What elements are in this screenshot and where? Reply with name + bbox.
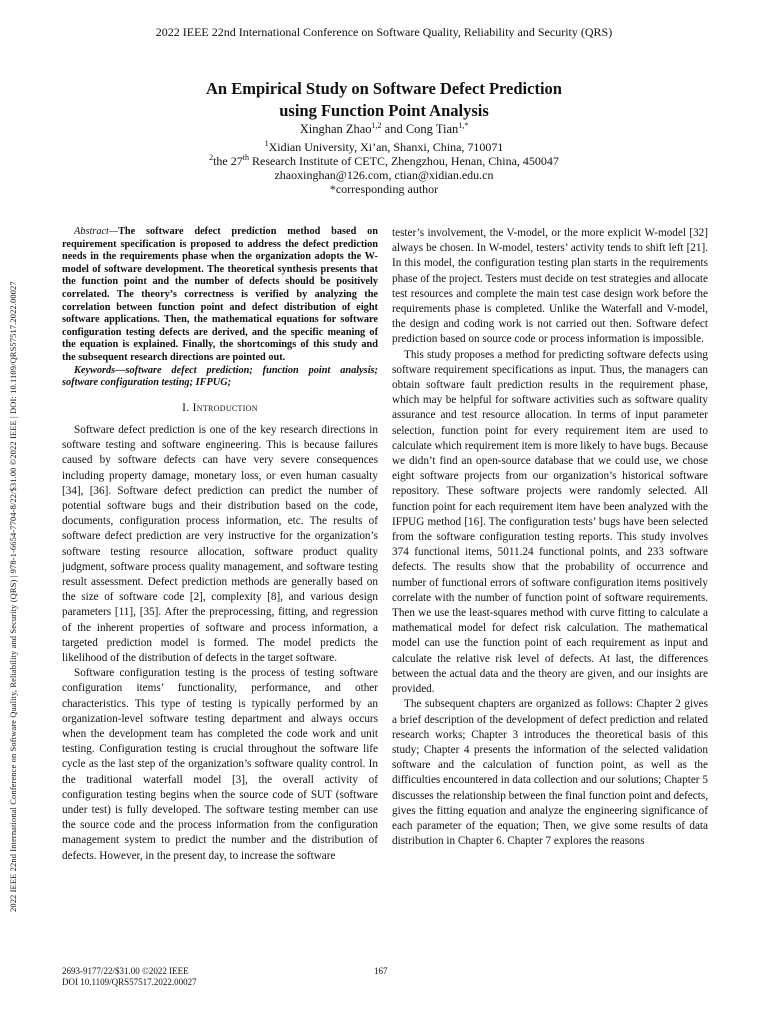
abstract <box>62 226 378 365</box>
section-number: I. <box>182 401 190 414</box>
paragraph: Software defect prediction is one of the key research directions in software testing and software engineering. This is because failures caused by software defects can have very severe consequences including property damage, monetary loss, or even human casualty [34], [36]. Software defect prediction can predict the number of potential software bugs and their distribution based on the code, documents, configuration process information, etc. The results of software defect prediction are very instructive for the organization’s software testing resource allocation, software product quality judgment, software process quality management, and software testing result assessment. Defect prediction methods are generally based on the size of software code [2], complexity [8], and various design parameters [11], [35]. After the preprocessing, fitting, and regression of the inherent properties of software and process information, a targeted prediction model is formed. The model predicts the likelihood of the distribution of defects in the target software. <box>62 423 378 664</box>
keywords <box>62 365 378 390</box>
title-line-2: using Function Point Analysis <box>279 101 489 120</box>
section-title: Introduction <box>192 401 258 414</box>
footer-issn: 2693-9177/22/$31.00 ©2022 IEEE <box>62 966 189 976</box>
right-column <box>392 226 708 849</box>
affiliations <box>100 140 668 196</box>
paragraph: The subsequent chapters are organized as follows: Chapter 2 gives a brief description of the development of defect prediction and related research works; Chapter 3 introduces the theoretical basis of this study; Chapter 4 presents the information of the selected validation software and the calculation of function point, as well as the difficulties encountered in data collection and our solutions; Chapter 5 discusses the relationship between the final function point and defects, gives the fitting equation and analyze the engineering significance of each parameter of the equation; Then, we give some results of data distribution in Chapter 6. Chapter 7 explores the reasons <box>392 698 708 848</box>
author-2-affil: 1,* <box>458 120 469 130</box>
affiliation-2 <box>100 154 668 168</box>
paper-title <box>100 78 668 122</box>
abstract-text: The software defect prediction method based on requirement specification is proposed to address the defect prediction needs in the requirements phase when the organization adopts the W-model of software development. The theoretical synthesis presents that the function point and the number of defects should be positively correlated. The theory’s correctness is verified by analyzing the correlation between function point and defect distribution of eight software applications. Then, the mathematical equations for software configuration testing defects are derived, and the specific meaning of the equation is explained. Finally, the shortcomings of this study and the subsequent research directions are pointed out. <box>62 226 378 363</box>
affiliation-2-text: Research Institute of CETC, Zhengzhou, Henan, China, 450047 <box>248 154 559 168</box>
affiliation-1-text: Xidian University, Xi’an, Shanxi, China, 710071 <box>268 140 504 154</box>
paragraph: Software configuration testing is the process of testing software configuration items’ functionality, performance, and other characteristics. This type of testing is typically performed by an organization-level software testing department and always occurs when the development team has completed the code work and unit testing. Configuration testing is crucial throughout the software life cycle as the last step of the organization’s software quality control. In the traditional waterfall model [3], the overall activity of configuration testing begins when the source code of SUT (software under test) is fully developed. The software testing member can use the source code and the process information from the configuration management system to predict the number and the distribution of defects. However, in the present day, to increase the software <box>62 667 378 862</box>
left-column <box>62 226 378 864</box>
section-heading-introduction <box>62 401 378 416</box>
author-line <box>100 121 668 137</box>
abstract-lead: Abstract— <box>74 226 119 237</box>
footer-copyright <box>62 966 197 988</box>
paragraph: This study proposes a method for predicting software defects using software requirement specifications as input. Thus, the managers can obtain software fault prediction results in the requirement phase, which may be helpful for software activities such as software quality assurance and test resource allocation. In terms of input parameter selection, function point for every requirement item are used to calculate which requirement item is more likely to have bugs. Because we didn’t find an open-source database that we could use, we chose eight software projects from our organization’s historical software repository. These software projects were randomly selected. All function point for each requirement item have been analyzed with the IFPUG method [16]. The configuration tests’ bugs have been selected from the software configuration testing reports. This study involves 374 functional items, 5011.24 functional points, and 233 software defects. The results show that the probability of occurrence and number of functional errors of software configuration items positively correlate with the number of function point of software requirements. Then we use the least-squares method with curve fitting to calculate a mathematical model for defect risk calculation. The mathematical model can use the function point of each requirement as input and calculate the relative risk level of defects. At last, the differences between the actual data and the theory are given, and our insights are provided. <box>392 348 708 696</box>
affiliation-2-mark: 2 <box>209 153 214 162</box>
author-1: Xinghan Zhao <box>299 122 372 136</box>
affiliation-2-ordinal: th <box>242 153 249 162</box>
page-number: 167 <box>374 966 388 976</box>
author-emails: zhaoxinghan@126.com, ctian@xidian.edu.cn <box>274 168 494 182</box>
keywords-text: software defect prediction; function point analysis; software configuration testing; IFPUG; <box>62 364 378 389</box>
author-and: and Cong Tian <box>381 122 459 136</box>
corresponding-note: *corresponding author <box>329 182 439 196</box>
footer-doi: DOI 10.1109/QRS57517.2022.00027 <box>62 977 197 987</box>
title-line-1: An Empirical Study on Software Defect Prediction <box>206 79 562 98</box>
conference-header: 2022 IEEE 22nd International Conference on Software Quality, Reliability and Security (QRS) <box>155 25 613 39</box>
keywords-lead: Keywords— <box>74 364 126 376</box>
author-1-affil: 1,2 <box>371 120 382 130</box>
affiliation-1 <box>100 140 668 154</box>
paragraph: tester’s involvement, the V-model, or the more explicit W-model [32] always be chosen. In W-model, testers’ activity tends to shift left [21]. In this model, the configuration testing plan starts in the requirements phase of the project. Testers must decide on test strategies and allocate test resources and complete the main test case design work before the requirements phase is completed. Unlike the Waterfall and V-model, the design and coding work is not carried out then. Software defect prediction based on source code or process information is impossible. <box>392 227 708 346</box>
sidebar-doi-text: 2022 IEEE 22nd International Conference on Software Quality, Reliability and Security (QRS) | 978-1-6654-7704-8/22/$31.00 ©2022 IEEE | DOI: 10.1109/QRS57517.2022.00027 <box>8 281 18 912</box>
affiliation-2-pre: the 27 <box>213 154 243 168</box>
affiliation-1-mark: 1 <box>264 139 269 148</box>
